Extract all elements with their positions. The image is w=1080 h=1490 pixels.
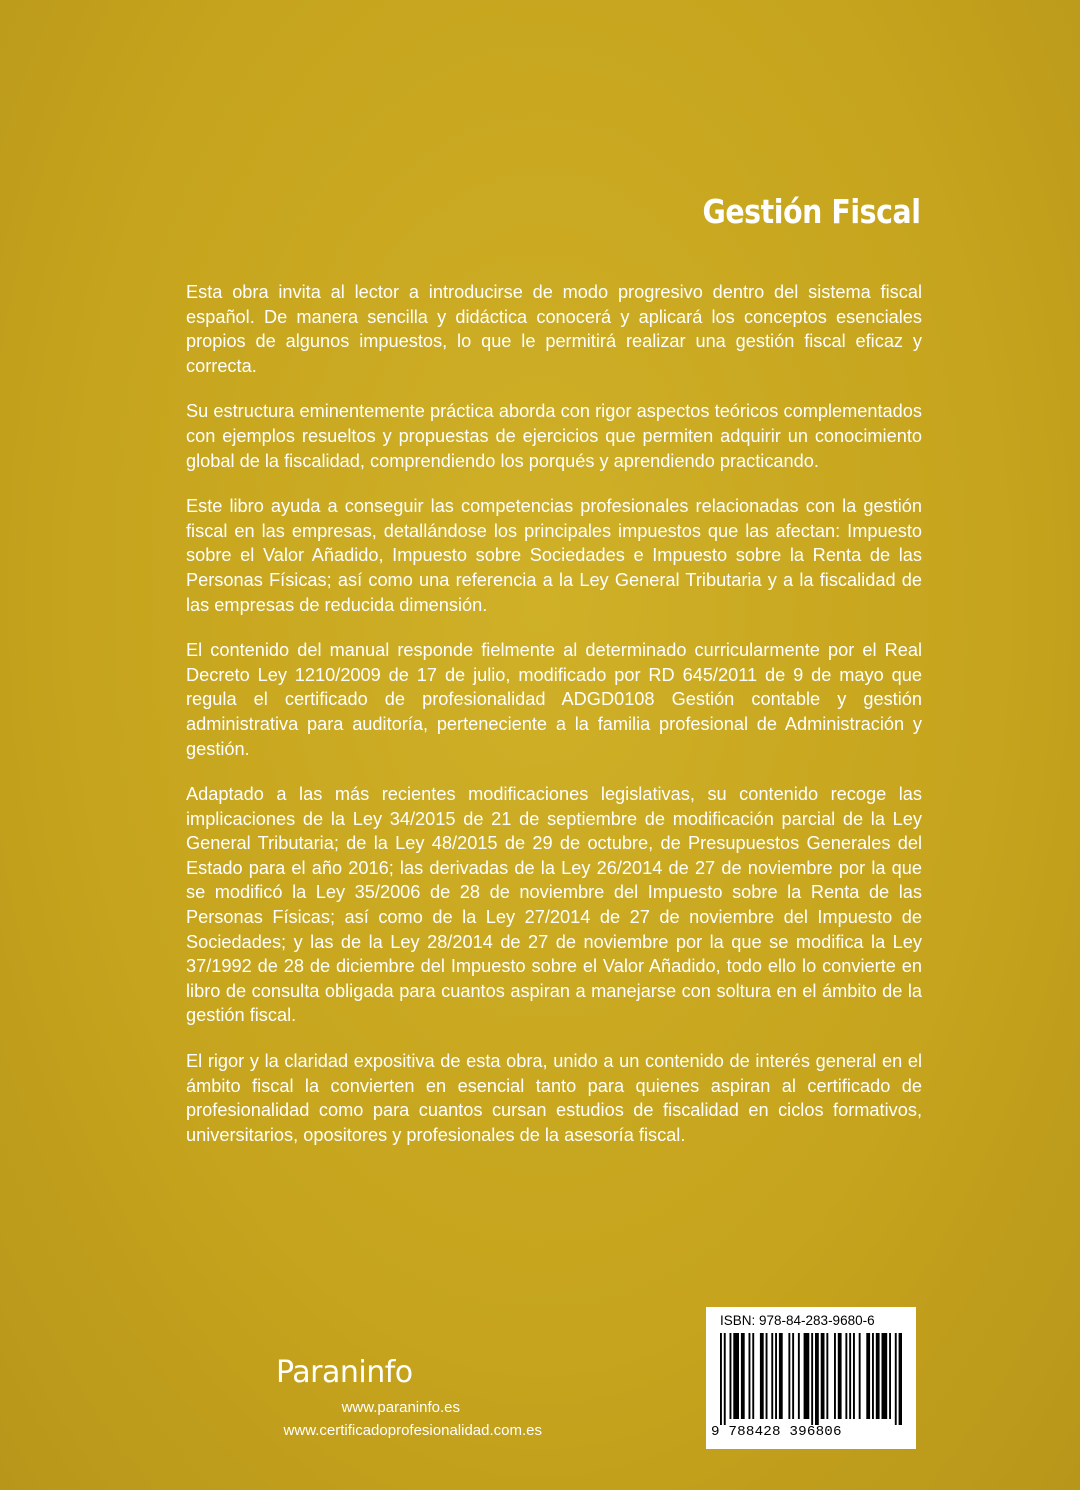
blurb-text — [186, 280, 922, 1168]
barcode-bar — [899, 1333, 902, 1425]
publisher-url: www.paraninfo.es — [341, 1399, 460, 1416]
barcode-bar — [859, 1333, 861, 1419]
barcode-bar — [876, 1333, 880, 1419]
book-title: Gestión Fiscal — [701, 192, 920, 231]
barcode-bar — [792, 1333, 794, 1419]
barcode-bar — [804, 1333, 810, 1419]
barcode-bar — [741, 1333, 745, 1419]
barcode-bar — [815, 1333, 819, 1425]
isbn-label: ISBN: 978-84-283-9680-6 — [720, 1313, 875, 1328]
barcode-bar — [834, 1333, 836, 1419]
barcode-bar — [826, 1333, 828, 1419]
barcode-bar — [798, 1333, 800, 1419]
blurb-paragraph: Esta obra invita al lector a introducirse de modo progresivo dentro del sistema fiscal español. De manera sencilla y didáctica conocerá y aplicará los conceptos esenciales propios de algunos impuestos, lo que le permitirá realizar una gestión fiscal eficaz y correcta. — [186, 282, 922, 376]
barcode-bar — [724, 1333, 726, 1425]
barcode-panel — [706, 1307, 916, 1449]
blurb-paragraph: Adaptado a las más recientes modificaciones legislativas, su contenido recoge las implicaciones de la Ley 34/2015 de 21 de septiembre de modificación parcial de la Ley General Tributaria; de la Ley 48/2015 de 29 de octubre, de Presupuestos Generales del Estado para el año 2016; las derivadas de la Ley 26/2014 de 27 de noviembre por la que se modificó la Ley 35/2006 de 28 de noviembre del Impuesto sobre la Renta de las Personas Físicas; así como de la Ley 27/2014 de 27 de noviembre del Impuesto de Sociedades; y las de la Ley 28/2014 de 27 de noviembre por la que se modifica la Ley 37/1992 de 28 de diciembre del Impuesto sobre el Valor Añadido, todo ello lo convierte en libro de consulta obligada para cuantos aspiran a manejarse con soltura en el ámbito de la gestión fiscal. — [186, 784, 922, 1026]
barcode-bar — [760, 1333, 764, 1419]
barcode-bar — [775, 1333, 777, 1419]
blurb-paragraph: El rigor y la claridad expositiva de esta obra, unido a un contenido de interés general en el ámbito fiscal la convierten en esencial tanto para quienes aspiran al certificado de profesionalidad como para cuantos cursan estudios de fiscalidad en ciclos formativos, universitarios, opositores y profesionales de la asesoría fiscal. — [186, 1051, 922, 1145]
blurb-paragraph: Este libro ayuda a conseguir las competencias profesionales relacionadas con la gestión fiscal en las empresas, detallándose los principales impuestos que las afectan: Impuesto sobre el Valor Añadido, Impuesto sobre Sociedades e Impuesto sobre la Renta de las Personas Físicas; así como una referencia a la Ley General Tributaria y a la fiscalidad de las empresas de reducida dimensión. — [186, 496, 922, 615]
barcode-bar — [849, 1333, 851, 1419]
barcode-bar — [752, 1333, 754, 1419]
barcode-bar — [866, 1333, 870, 1419]
blurb-paragraph: El contenido del manual responde fielmente al determinado curricularmente por el Real Decreto Ley 1210/2009 de 17 de julio, modificado por RD 645/2011 de 9 de mayo que regula el certificado de profesionalidad ADGD0108 Gestión contable y gestión administrativa para auditoría, perteneciente a la familia profesional de Administración y gestión. — [186, 640, 922, 759]
barcode-bar — [882, 1333, 888, 1419]
barcode-bar — [895, 1333, 897, 1425]
barcode-bar — [845, 1333, 847, 1419]
barcode-bar — [779, 1333, 783, 1419]
barcode-bar — [720, 1333, 722, 1425]
barcode-bar — [811, 1333, 813, 1425]
barcode-bar — [889, 1333, 891, 1419]
barcode-icon — [720, 1333, 902, 1425]
publisher-logo: Paraninfo — [276, 1355, 413, 1390]
barcode-digits: 9 788428 396806 — [711, 1424, 842, 1440]
certificate-url: www.certificadoprofesionalidad.com.es — [283, 1422, 542, 1439]
blurb-paragraph: Su estructura eminentemente práctica aborda con rigor aspectos teóricos complementados con ejemplos resueltos y propuestas de ejercicios que permiten adquirir un conocimiento global de la fiscalidad, comprendiendo los porqués y aprendiendo practicando. — [186, 401, 922, 471]
barcode-bar — [749, 1333, 751, 1419]
barcode-bar — [838, 1333, 842, 1419]
barcode-bar — [730, 1333, 732, 1419]
barcode-bar — [853, 1333, 855, 1419]
barcode-bar — [771, 1333, 773, 1419]
barcode-bar — [872, 1333, 874, 1419]
barcode-bar — [733, 1333, 739, 1419]
barcode-bar — [788, 1333, 790, 1419]
barcode-bar — [821, 1333, 825, 1419]
barcode-bar — [766, 1333, 768, 1419]
